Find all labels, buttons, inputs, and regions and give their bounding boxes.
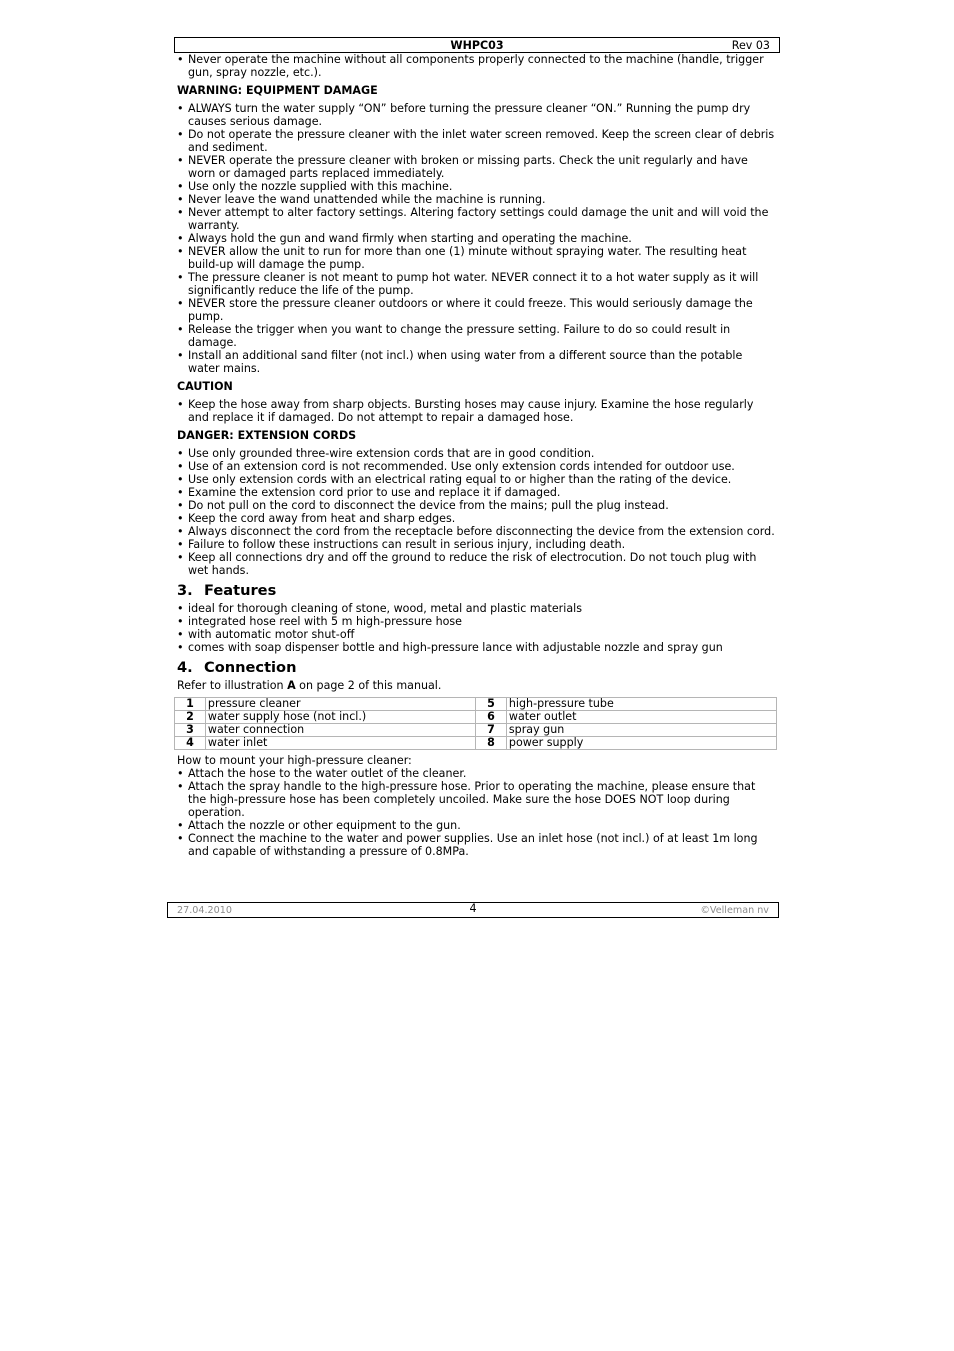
refer-illustration: A [287, 679, 296, 692]
list-item: • Failure to follow these instructions can result in serious injury, including death. [177, 538, 777, 551]
part-number: 8 [476, 737, 507, 750]
list-item: • Use of an extension cord is not recommended. Use only extension cords intended for outdoor use. [177, 460, 777, 473]
mount-list [177, 767, 777, 858]
list-item: • NEVER store the pressure cleaner outdoors or where it could freeze. This would seriously damage the pump. [177, 297, 777, 323]
part-number: 4 [175, 737, 206, 750]
part-number: 2 [175, 711, 206, 724]
part-label: water connection [205, 724, 475, 737]
header-revision: Rev 03 [731, 39, 770, 52]
features-list [177, 602, 777, 654]
page-footer [167, 902, 779, 918]
list-item: • Keep all connections dry and off the ground to reduce the risk of electrocution. Do not touch plug with wet hands. [177, 551, 777, 577]
refer-prefix: Refer to illustration [177, 679, 288, 692]
page-content [177, 53, 777, 858]
warning-heading: WARNING: EQUIPMENT DAMAGE [177, 84, 378, 97]
features-heading [177, 583, 777, 599]
list-item: • Attach the hose to the water outlet of the cleaner. [177, 767, 777, 780]
section-number: 3. [177, 582, 193, 599]
list-item: • Release the trigger when you want to change the pressure setting. Failure to do so could result in damage. [177, 323, 777, 349]
list-item: • Do not pull on the cord to disconnect the device from the mains; pull the plug instead. [177, 499, 777, 512]
part-label: water inlet [205, 737, 475, 750]
list-item: • comes with soap dispenser bottle and high-pressure lance with adjustable nozzle and spray gun [177, 641, 777, 654]
list-item: • Keep the hose away from sharp objects. Bursting hoses may cause injury. Examine the hose regularly and replace it if damaged. Do not attempt to repair a damaged hose. [177, 398, 777, 424]
header-model: WHPC03 [450, 39, 504, 52]
part-number: 7 [476, 724, 507, 737]
list-item: • Always disconnect the cord from the receptacle before disconnecting the device from the extension cord. [177, 525, 777, 538]
page-header [174, 37, 780, 53]
refer-suffix: on page 2 of this manual. [295, 679, 442, 692]
list-item: • The pressure cleaner is not meant to pump hot water. NEVER connect it to a hot water supply as it will significantly reduce the life of the pump. [177, 271, 777, 297]
list-item: • Examine the extension cord prior to use and replace it if damaged. [177, 486, 777, 499]
list-item: • Do not operate the pressure cleaner with the inlet water screen removed. Keep the screen clear of debris and sediment. [177, 128, 777, 154]
part-number: 5 [476, 698, 507, 711]
list-item: • Never attempt to alter factory settings. Altering factory settings could damage the unit and will void the warranty. [177, 206, 777, 232]
connection-heading [177, 660, 777, 676]
part-label: power supply [506, 737, 776, 750]
list-item: • NEVER allow the unit to run for more than one (1) minute without spraying water. The resulting heat build-up will damage the pump. [177, 245, 777, 271]
table-row [175, 698, 777, 711]
refer-text [177, 679, 777, 692]
section-number: 4. [177, 659, 193, 676]
list-item: • NEVER operate the pressure cleaner with broken or missing parts. Check the unit regularly and have worn or damaged parts replaced immediately. [177, 154, 777, 180]
part-number: 3 [175, 724, 206, 737]
list-item: • ideal for thorough cleaning of stone, wood, metal and plastic materials [177, 602, 777, 615]
list-item: • with automatic motor shut-off [177, 628, 777, 641]
list-item: • Attach the spray handle to the high-pressure hose. Prior to operating the machine, please ensure that the high-pressure hose has been completely uncoiled. Make sure the hose DOES NOT loop during operation. [177, 780, 777, 819]
section-title: Features [204, 582, 277, 599]
list-item: • Always hold the gun and wand firmly when starting and operating the machine. [177, 232, 777, 245]
part-label: water outlet [506, 711, 776, 724]
part-number: 1 [175, 698, 206, 711]
list-item: • Never operate the machine without all components properly connected to the machine (handle, trigger gun, spray nozzle, etc.). [177, 53, 777, 79]
part-label: spray gun [506, 724, 776, 737]
footer-date: 27.04.2010 [177, 905, 232, 916]
list-item: • Connect the machine to the water and power supplies. Use an inlet hose (not incl.) of at least 1m long and capable of withstanding a pressure of 0.8MPa. [177, 832, 777, 858]
page-number: 4 [469, 902, 477, 915]
list-item: • Never leave the wand unattended while the machine is running. [177, 193, 777, 206]
warning-list [177, 102, 777, 375]
intro-list [177, 53, 777, 79]
part-number: 6 [476, 711, 507, 724]
list-item: • Use only the nozzle supplied with this machine. [177, 180, 777, 193]
part-label: pressure cleaner [205, 698, 475, 711]
section-title: Connection [204, 659, 297, 676]
list-item: • ALWAYS turn the water supply “ON” before turning the pressure cleaner “ON.” Running the pump dry causes serious damage. [177, 102, 777, 128]
list-item: • Install an additional sand filter (not incl.) when using water from a different source than the potable water mains. [177, 349, 777, 375]
table-row [175, 737, 777, 750]
caution-list [177, 398, 777, 424]
list-item: • Keep the cord away from heat and sharp edges. [177, 512, 777, 525]
danger-heading: DANGER: EXTENSION CORDS [177, 429, 357, 442]
mount-intro: How to mount your high-pressure cleaner: [177, 754, 412, 767]
part-label: high-pressure tube [506, 698, 776, 711]
danger-list [177, 447, 777, 577]
list-item: • Use only extension cords with an electrical rating equal to or higher than the rating of the device. [177, 473, 777, 486]
part-label: water supply hose (not incl.) [205, 711, 475, 724]
footer-copyright: ©Velleman nv [700, 905, 769, 916]
table-row [175, 724, 777, 737]
list-item: • integrated hose reel with 5 m high-pressure hose [177, 615, 777, 628]
caution-heading: CAUTION [177, 380, 233, 393]
table-row [175, 711, 777, 724]
list-item: • Use only grounded three-wire extension cords that are in good condition. [177, 447, 777, 460]
parts-table [174, 697, 777, 750]
list-item: • Attach the nozzle or other equipment to the gun. [177, 819, 777, 832]
